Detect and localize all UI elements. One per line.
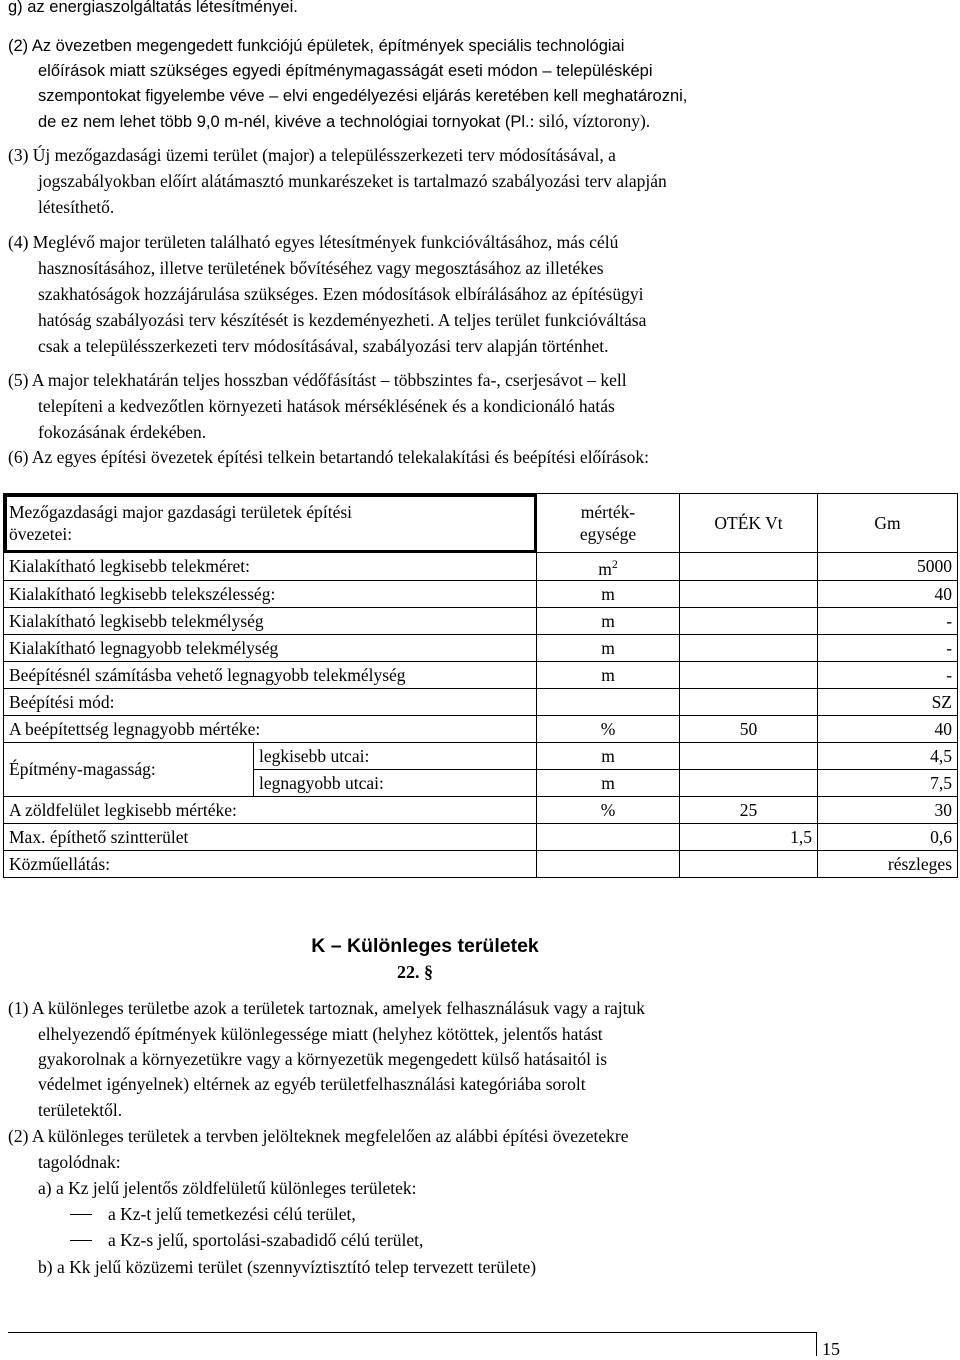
row-label: Beépítési mód: <box>4 688 537 715</box>
table-row <box>4 796 958 823</box>
row-unit <box>537 553 680 581</box>
table-row <box>4 553 958 581</box>
height-max-label: legnagyobb utcai: <box>254 769 537 796</box>
k-a-subitem: a Kz-s jelű, sportolási-szabadidő célú terület, <box>108 1230 424 1250</box>
para2-line4 <box>38 110 650 133</box>
row-otek <box>680 607 818 634</box>
table-row <box>4 580 958 607</box>
row-otek: 1,5 <box>680 823 818 850</box>
row-unit: m <box>537 580 680 607</box>
regulation-table <box>3 493 958 878</box>
row-gm: 40 <box>818 715 958 742</box>
row-label: Kialakítható legkisebb telekmélység <box>4 607 537 634</box>
row-gm: - <box>818 661 958 688</box>
para4-line3: szakhatóságok hozzájárulása szükséges. Ezen módosítások elbírálásához az építésügyi <box>38 284 644 304</box>
unit-superscript: 2 <box>611 557 618 571</box>
header-title-line1: Mezőgazdasági major gazdasági területek építési <box>9 502 353 522</box>
row-label: Max. építhető szintterület <box>4 823 537 850</box>
k1-line4: védelmet igényelnek) eltérnek az egyéb területfelhasználási kategóriába sorolt <box>38 1074 586 1094</box>
para6-line: (6) Az egyes építési övezetek építési telkein betartandó telekalakítási és beépítési előírások: <box>8 447 649 467</box>
row-label: Kialakítható legkisebb telekméret: <box>4 553 537 581</box>
height-min-gm: 4,5 <box>818 742 958 769</box>
dash-bullet <box>70 1240 92 1241</box>
height-max-gm: 7,5 <box>818 769 958 796</box>
row-gm: 0,6 <box>818 823 958 850</box>
row-label: A beépítettség legnagyobb mértéke: <box>4 715 537 742</box>
footer-rule <box>8 1332 816 1333</box>
k1-line3: gyakorolnak a környezetükre vagy a környezetük megengedett külső hatásaitól is <box>38 1049 608 1069</box>
row-gm: részleges <box>818 850 958 877</box>
para2-line4-b: : siló, víztorony). <box>529 111 651 131</box>
row-otek: 25 <box>680 796 818 823</box>
header-unit-line1: mérték- <box>580 502 636 522</box>
row-label: Kialakítható legnagyobb telekmélység <box>4 634 537 661</box>
row-gm: - <box>818 607 958 634</box>
table-row <box>4 688 958 715</box>
row-gm: 30 <box>818 796 958 823</box>
row-unit <box>537 850 680 877</box>
row-otek <box>680 553 818 581</box>
row-unit: m <box>537 634 680 661</box>
row-label: Beépítésnél számításba vehető legnagyobb telekmélység <box>4 661 537 688</box>
para3-line3: létesíthető. <box>38 197 115 217</box>
para3-line1: (3) Új mezőgazdasági üzemi terület (major) a településszerkezeti terv módosításával, a <box>8 145 616 165</box>
row-unit: % <box>537 715 680 742</box>
table-row <box>4 607 958 634</box>
height-max-otek <box>680 769 818 796</box>
dash-bullet <box>70 1214 92 1215</box>
row-gm: SZ <box>818 688 958 715</box>
table-header-row <box>4 494 958 553</box>
row-otek <box>680 850 818 877</box>
k2-line1: (2) A különleges területek a tervben jelölteknek megfelelően az alábbi építési övezetekre <box>8 1126 629 1146</box>
section-number: 22. § <box>397 962 433 982</box>
para2-line4-a: de ez nem lehet több 9,0 m-nél, kivéve a technológiai tornyokat (Pl. <box>38 113 530 131</box>
row-unit: % <box>537 796 680 823</box>
para3-line2: jogszabályokban előírt alátámasztó munkarészeket is tartalmazó szabályozási terv alapján <box>38 171 667 191</box>
header-otek: OTÉK Vt <box>680 494 818 553</box>
para2-line2: előírások miatt szükséges egyedi építménymagasságát eseti módon – településképi <box>38 62 653 80</box>
table-row <box>4 850 958 877</box>
table-row <box>4 823 958 850</box>
header-title-cell <box>4 494 537 553</box>
k1-line1: (1) A különleges területbe azok a területek tartoznak, amelyek felhasználásuk vagy a rajtuk <box>8 998 646 1018</box>
list-item-g: g) az energiaszolgáltatás létesítményei. <box>8 0 298 16</box>
row-otek <box>680 661 818 688</box>
para4-line4: hatóság szabályozási terv készítését is kezdeményezheti. A teljes terület funkcióváltása <box>38 310 647 330</box>
table-row <box>4 715 958 742</box>
row-gm: 5000 <box>818 553 958 581</box>
row-unit <box>537 688 680 715</box>
para2-line3: szempontokat figyelembe véve – elvi engedélyezési eljárás keretében kell meghatározni, <box>38 87 688 105</box>
k-a-item: a) a Kz jelű jelentős zöldfelületű különleges területek: <box>38 1178 417 1198</box>
unit-text: m <box>598 558 612 579</box>
header-unit-line2: egysége <box>579 524 637 544</box>
table-row <box>4 661 958 688</box>
para5-line1: (5) A major telekhatárán teljes hosszban védőfásítást – többszintes fa-, cserjesávot – kell <box>8 370 627 390</box>
page-number: 15 <box>822 1339 840 1359</box>
table-row <box>4 742 958 769</box>
row-label: Kialakítható legkisebb telekszélesség: <box>4 580 537 607</box>
row-unit <box>537 823 680 850</box>
row-label: A zöldfelület legkisebb mértéke: <box>4 796 537 823</box>
header-unit-cell <box>537 494 680 553</box>
row-otek <box>680 580 818 607</box>
row-gm: 40 <box>818 580 958 607</box>
k-b-item: b) a Kk jelű közüzemi terület (szennyvíztisztító telep tervezett területe) <box>38 1257 537 1277</box>
header-gm: Gm <box>818 494 958 553</box>
section-heading: K – Különleges területek <box>311 935 539 957</box>
row-otek <box>680 634 818 661</box>
height-group-label: Építmény-magasság: <box>4 742 254 796</box>
header-title-line2: övezetei: <box>9 524 73 544</box>
height-min-label: legkisebb utcai: <box>254 742 537 769</box>
para4-line2: hasznosításához, illetve területének bővítéséhez vagy megosztásához az illetékes <box>38 258 604 278</box>
para4-line1: (4) Meglévő major területen található egyes létesítmények funkcióváltásához, más célú <box>8 232 619 252</box>
para4-line5: csak a településszerkezeti terv módosításával, szabályozási terv alapján történhet. <box>38 336 609 356</box>
row-otek: 50 <box>680 715 818 742</box>
row-gm: - <box>818 634 958 661</box>
para5-line3: fokozásának érdekében. <box>38 422 207 442</box>
k-a-subitem: a Kz-t jelű temetkezési célú terület, <box>108 1204 356 1224</box>
table-row <box>4 634 958 661</box>
height-min-unit: m <box>537 742 680 769</box>
height-max-unit: m <box>537 769 680 796</box>
row-unit: m <box>537 607 680 634</box>
k1-line5: területektől. <box>38 1100 123 1120</box>
para5-line2: telepíteni a kedvezőtlen környezeti hatások mérséklésének és a kondicionáló hatás <box>38 396 615 416</box>
k2-line2: tagolódnak: <box>38 1152 121 1172</box>
row-otek <box>680 688 818 715</box>
para2-line1: (2) Az övezetben megengedett funkciójú épületek, építmények speciális technológiai <box>8 37 625 55</box>
row-unit: m <box>537 661 680 688</box>
height-min-otek <box>680 742 818 769</box>
row-label: Közműellátás: <box>4 850 537 877</box>
k1-line2: elhelyezendő építmények különlegessége miatt (helyhez kötöttek, jelentős hatást <box>38 1024 603 1044</box>
